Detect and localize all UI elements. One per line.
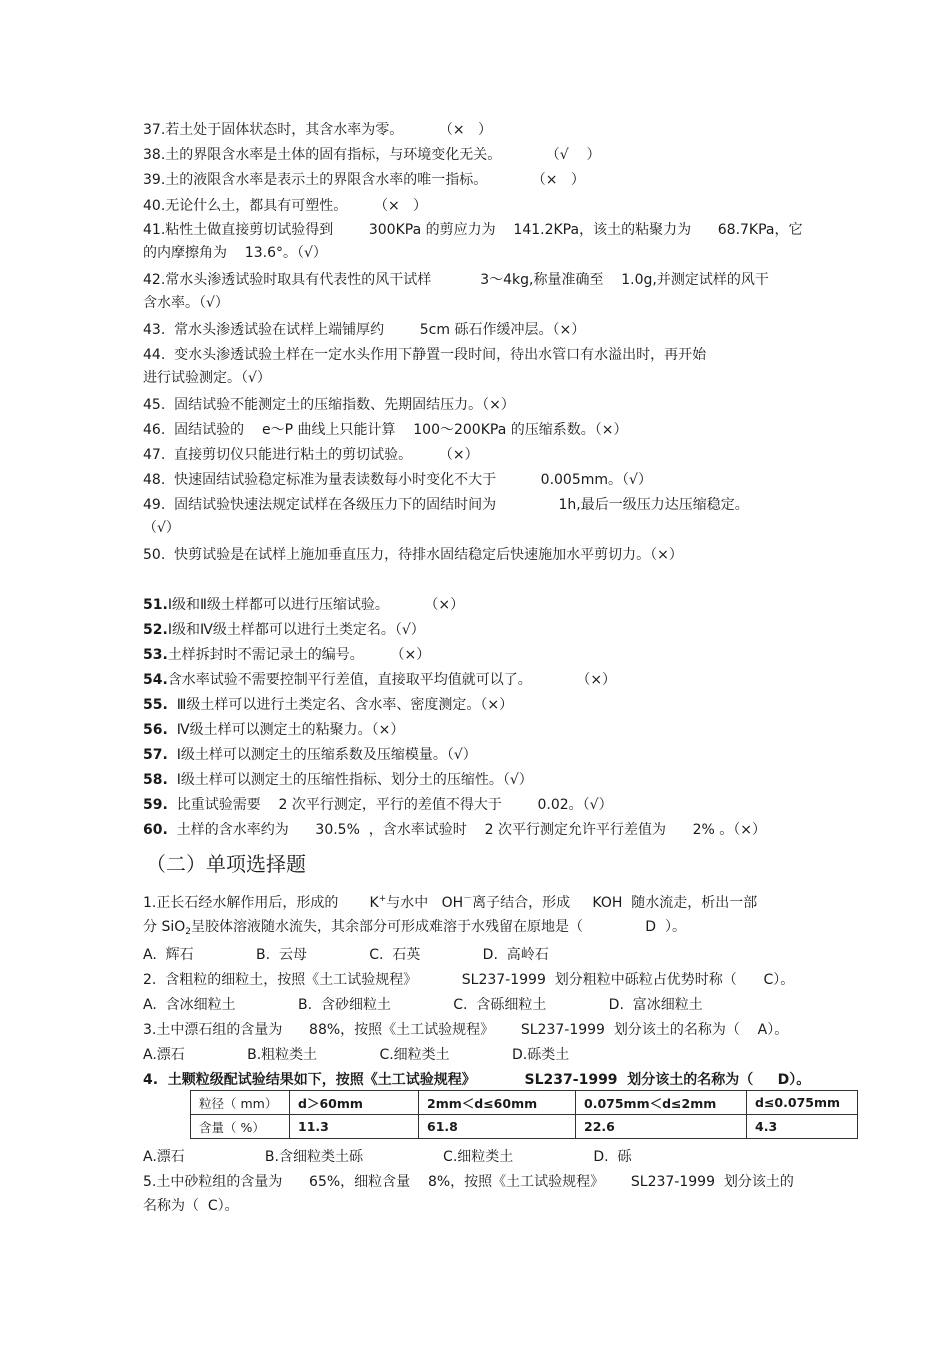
mc-q5-line2: 名称为（ C）。	[143, 1198, 239, 1214]
q1-part: 与水中 OH	[386, 895, 464, 911]
item-number: 51.	[143, 597, 168, 613]
item-text: Ⅰ级土样可以测定土的压缩性指标、划分土的压缩性。（√）	[167, 772, 533, 788]
q1-part: 分 SiO	[143, 919, 186, 935]
tf-item-49-line1: 49. 固结试验快速法规定试样在各级压力下的固结时间为 1h,最后一级压力达压缩稳定。	[143, 497, 749, 513]
table-cell: d≤0.075mm	[747, 1091, 858, 1115]
item-number: 60.	[143, 822, 168, 838]
mc-q4: 4. 土颗粒级配试验结果如下，按照《土工试验规程》 SL237-1999 划分该土的名称为（ D）。	[143, 1072, 811, 1088]
tf-item-55	[143, 696, 513, 714]
item-text: Ⅳ级土样可以测定土的粘聚力。（×）	[167, 722, 405, 738]
tf-item-51	[143, 596, 464, 614]
grain-size-table	[190, 1090, 858, 1139]
table-cell: 0.075mm＜d≤2mm	[576, 1091, 747, 1115]
mc-q5-line1: 5.土中砂粒组的含量为 65%，细粒含量 8%，按照《土工试验规程》 SL237-1999 划分该土的	[143, 1174, 794, 1190]
item-text: Ⅰ级和Ⅱ级土样都可以进行压缩试验。 （×）	[167, 597, 465, 613]
table-cell: 11.3	[290, 1115, 419, 1139]
item-text: 含水率试验不需要控制平行差值，直接取平均值就可以了。 （×）	[167, 672, 617, 688]
tf-item-40: 40.无论什么土，都具有可塑性。 （× ）	[143, 198, 428, 214]
item-number: 57.	[143, 747, 168, 763]
tf-item-46: 46. 固结试验的 e～P 曲线上只能计算 100～200KPa 的压缩系数。（×）	[143, 422, 628, 438]
item-number: 55.	[143, 697, 168, 713]
tf-item-37: 37.若土处于固体状态时，其含水率为零。 （× ）	[143, 122, 492, 138]
table-cell: 2mm＜d≤60mm	[419, 1091, 576, 1115]
tf-item-47: 47. 直接剪切仪只能进行粘土的剪切试验。 （×）	[143, 447, 479, 463]
item-text: Ⅰ级和Ⅳ级土样都可以进行土类定名。（√）	[167, 622, 425, 638]
tf-item-41-line2: 的内摩擦角为 13.6°。（√）	[143, 245, 327, 261]
tf-item-45: 45. 固结试验不能测定土的压缩指数、先期固结压力。（×）	[143, 397, 515, 413]
tf-item-58	[143, 771, 533, 789]
table-cell: 粒径（ mm）	[191, 1091, 290, 1115]
item-number: 54.	[143, 672, 168, 688]
table-cell: 22.6	[576, 1115, 747, 1139]
tf-item-42-line1: 42.常水头渗透试验时取具有代表性的风干试样 3～4kg,称量准确至 1.0g,并测定试样的风干	[143, 272, 769, 288]
table-cell: d＞60mm	[290, 1091, 419, 1115]
table-cell: 4.3	[747, 1115, 858, 1139]
tf-item-50: 50. 快剪试验是在试样上施加垂直压力，待排水固结稳定后快速施加水平剪切力。（×）	[143, 547, 683, 563]
item-text: 土样的含水率约为 30.5% ，含水率试验时 2 次平行测定允许平行差值为 2% 。（×）	[167, 822, 767, 838]
item-number: 59.	[143, 797, 168, 813]
table-row	[191, 1115, 858, 1139]
tf-item-39: 39.土的液限含水率是表示土的界限含水率的唯一指标。 （× ）	[143, 172, 585, 188]
tf-item-52	[143, 621, 425, 639]
mc-q2: 2. 含粗粒的细粒土，按照《土工试验规程》 SL237-1999 划分粗粒中砾粒占优势时称（ C）。	[143, 972, 795, 988]
mc-q2-options: A. 含冰细粒土 B. 含砂细粒土 C. 含砾细粒土 D. 富冰细粒土	[143, 997, 703, 1013]
tf-item-41-line1: 41.粘性土做直接剪切试验得到 300KPa 的剪应力为 141.2KPa，该土的粘聚力为 68.7KPa，它	[143, 222, 803, 238]
tf-item-56	[143, 721, 404, 739]
q1-part: 1.正长石经水解作用后，形成的 K	[143, 895, 379, 911]
tf-item-42-line2: 含水率。（√）	[143, 295, 229, 311]
mc-q1-line2	[143, 918, 686, 936]
tf-item-43: 43. 常水头渗透试验在试样上端铺厚约 5cm 砾石作缓冲层。（×）	[143, 322, 586, 338]
item-text: Ⅲ级土样可以进行土类定名、含水率、密度测定。（×）	[167, 697, 514, 713]
item-number: 53.	[143, 647, 168, 663]
tf-item-49-line2: （√）	[143, 520, 180, 536]
q1-part: 呈胶体溶液随水流失，其余部分可形成难溶于水残留在原地是（ D ）。	[190, 919, 686, 935]
mc-q1-line1	[143, 894, 757, 912]
superscript: +	[378, 894, 387, 904]
tf-item-54	[143, 671, 616, 689]
tf-item-38: 38.土的界限含水率是土体的固有指标，与环境变化无关。 （√ ）	[143, 147, 601, 163]
item-text: 土样拆封时不需记录土的编号。 （×）	[167, 647, 431, 663]
item-number: 58.	[143, 772, 168, 788]
tf-item-59	[143, 796, 613, 814]
item-text: 比重试验需要 2 次平行测定，平行的差值不得大于 0.02。（√）	[167, 797, 613, 813]
item-number: 56.	[143, 722, 168, 738]
table-cell: 含量（ %）	[191, 1115, 290, 1139]
mc-q3-options: A.漂石 B.粗粒类土 C.细粒类土 D.砾类土	[143, 1047, 570, 1063]
tf-item-48: 48. 快速固结试验稳定标准为量表读数每小时变化不大于 0.005mm。（√）	[143, 472, 652, 488]
subscript: 2	[185, 927, 191, 937]
tf-item-60	[143, 821, 766, 839]
table-cell: 61.8	[419, 1115, 576, 1139]
item-number: 52.	[143, 622, 168, 638]
table-header-row	[191, 1091, 858, 1115]
section-title: （二）单项选择题	[146, 852, 306, 876]
tf-item-57	[143, 746, 477, 764]
superscript: －	[463, 894, 473, 904]
item-text: Ⅰ级土样可以测定土的压缩系数及压缩模量。（√）	[167, 747, 477, 763]
tf-item-53	[143, 646, 430, 664]
mc-q3: 3.土中漂石组的含量为 88%，按照《土工试验规程》 SL237-1999 划分该土的名称为（ A）。	[143, 1022, 789, 1038]
tf-item-44-line2: 进行试验测定。（√）	[143, 370, 271, 386]
mc-q1-options: A. 辉石 B. 云母 C. 石英 D. 高岭石	[143, 947, 549, 963]
q1-part: 离子结合，形成 KOH 随水流走，析出一部	[472, 895, 758, 911]
mc-q4-options: A.漂石 B.含细粒类土砾 C.细粒类土 D. 砾	[143, 1149, 632, 1165]
tf-item-44-line1: 44. 变水头渗透试验土样在一定水头作用下静置一段时间，待出水管口有水溢出时，再开始	[143, 347, 707, 363]
